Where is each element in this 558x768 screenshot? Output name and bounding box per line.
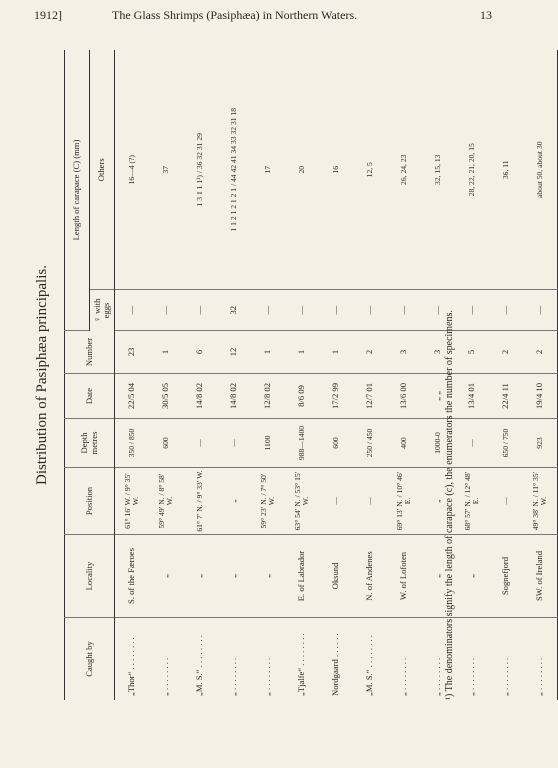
table-row (285, 50, 319, 700)
cell-depth: 988—1400 (285, 419, 319, 468)
table-row (149, 50, 183, 700)
cell-depth: 650 / 750 (489, 419, 523, 468)
header-depth: Depth metres (65, 419, 115, 468)
cell-locality: S. of the Færoes (115, 535, 150, 618)
cell-others: 26, 24, 23 (387, 50, 421, 290)
cell-depth: 923 (523, 419, 558, 468)
cell-position: 61° 16′ W. / 9° 35′ W. (115, 468, 150, 535)
cell-position: „ (421, 468, 455, 535)
table-row (353, 50, 387, 700)
cell-depth: 400 (387, 419, 421, 468)
cell-eggs: — (319, 290, 353, 331)
page-header (34, 8, 492, 32)
cell-caught-by: „M. S.“ . . . . . . . . (364, 635, 375, 696)
cell-caught-by: „ . . . . . . . . (500, 657, 511, 696)
cell-caught-by: „Tjalfe“ . . . . . . . . (296, 633, 307, 696)
cell-position: 68° 57′ N. / 12° 48′ E. (455, 468, 489, 535)
header-with-eggs: ♀ with eggs (90, 290, 115, 331)
cell-locality: „ (149, 535, 183, 618)
table-row (183, 50, 217, 700)
cell-eggs: — (285, 290, 319, 331)
cell-others: 36, 11 (489, 50, 523, 290)
running-title: The Glass Shrimps (Pasiphæa) in Northern Waters. (112, 8, 358, 22)
cell-eggs: — (455, 290, 489, 331)
cell-number: 1 (251, 331, 285, 374)
cell-caught-by: „ . . . . . . . . (534, 657, 545, 696)
cell-caught-by: „Thor“ . . . . . . . . (126, 637, 137, 696)
cell-others: 1 3 1 1 1¹) / 36 32 31 29 (183, 50, 217, 290)
cell-eggs: — (489, 290, 523, 331)
distribution-table (64, 50, 558, 700)
page-year: 1912] (34, 8, 62, 22)
table-row (523, 50, 558, 700)
table-row (387, 50, 421, 700)
cell-caught-by: „ . . . . . . . . (228, 657, 239, 696)
cell-others: 16—4 (?) (115, 50, 150, 290)
cell-others: about 50, about 30 (523, 50, 558, 290)
cell-position: — (319, 468, 353, 535)
cell-depth: — (183, 419, 217, 468)
cell-eggs: — (421, 290, 455, 331)
cell-others: 16 (319, 50, 353, 290)
cell-number: 23 (115, 331, 150, 374)
cell-caught-by: „ . . . . . . . . (262, 657, 273, 696)
cell-eggs: — (353, 290, 387, 331)
cell-caught-by: „ . . . . . . . . (398, 657, 409, 696)
cell-locality: „ (421, 535, 455, 618)
cell-others: 32, 15, 13 (421, 50, 455, 290)
cell-number: 12 (217, 331, 251, 374)
cell-locality: „ (217, 535, 251, 618)
cell-number: 2 (523, 331, 558, 374)
header-position: Position (65, 468, 115, 535)
cell-date: 13/4 01 (455, 374, 489, 419)
table-caption: Distribution of Pasiphæa principalis. (34, 265, 50, 485)
cell-number: 1 (285, 331, 319, 374)
cell-date: 13/6 00 (387, 374, 421, 419)
cell-depth: 1100 (251, 419, 285, 468)
cell-caught-by: „ . . . . . . . . (160, 657, 171, 696)
cell-locality: N. of Andenes (353, 535, 387, 618)
cell-number: 3 (421, 331, 455, 374)
cell-number: 1 (149, 331, 183, 374)
cell-locality: W. of Lofoten (387, 535, 421, 618)
cell-caught-by: „ . . . . . . . . (432, 657, 443, 696)
table-body (115, 50, 558, 700)
cell-date: 30/5 05 (149, 374, 183, 419)
rotated-table-block (34, 50, 548, 700)
cell-eggs: — (251, 290, 285, 331)
cell-eggs: — (183, 290, 217, 331)
cell-locality: Oksund (319, 535, 353, 618)
cell-date: 19/4 10 (523, 374, 558, 419)
cell-others: 12, 5 (353, 50, 387, 290)
cell-depth: — (455, 419, 489, 468)
cell-eggs: — (149, 290, 183, 331)
cell-locality: „ (183, 535, 217, 618)
cell-depth: 1000-0 (421, 419, 455, 468)
header-number: Number (65, 331, 115, 374)
cell-depth: 600 (319, 419, 353, 468)
table-row (455, 50, 489, 700)
cell-date: 8/6 09 (285, 374, 319, 419)
cell-depth: 600 (149, 419, 183, 468)
cell-locality: „ (251, 535, 285, 618)
cell-eggs: — (523, 290, 558, 331)
cell-number: 5 (455, 331, 489, 374)
cell-date: 12/7 01 (353, 374, 387, 419)
cell-date: 22/4 11 (489, 374, 523, 419)
cell-others: 17 (251, 50, 285, 290)
cell-date: „ „ (421, 374, 455, 419)
cell-position: 49° 38′ N. / 11° 35′ W. (523, 468, 558, 535)
cell-locality: „ (455, 535, 489, 618)
page-number: 13 (480, 8, 492, 22)
table-row (251, 50, 285, 700)
cell-position: 61° 7′ N. / 9° 33′ W. (183, 468, 217, 535)
header-locality: Locality (65, 535, 115, 618)
cell-number: 3 (387, 331, 421, 374)
cell-number: 1 (319, 331, 353, 374)
cell-position: — (489, 468, 523, 535)
cell-position: „ (217, 468, 251, 535)
cell-date: 12/8 02 (251, 374, 285, 419)
table-row (489, 50, 523, 700)
cell-position: 69° 13′ N. / 10° 46′ E. (387, 468, 421, 535)
cell-date: 14/8 02 (217, 374, 251, 419)
cell-locality: Sognefjord (489, 535, 523, 618)
cell-number: 2 (353, 331, 387, 374)
cell-date: 17/2 99 (319, 374, 353, 419)
cell-date: 22/5 04 (115, 374, 150, 419)
cell-caught-by: „ . . . . . . . . (466, 657, 477, 696)
header-date: Date (65, 374, 115, 419)
cell-depth: — (217, 419, 251, 468)
header-caught-by: Caught by (65, 618, 115, 701)
cell-position: — (353, 468, 387, 535)
cell-others: 37 (149, 50, 183, 290)
header-others: Others (90, 50, 115, 290)
cell-others: 20 (285, 50, 319, 290)
cell-date: 14/8 02 (183, 374, 217, 419)
cell-others: 28, 22, 21, 20, 15 (455, 50, 489, 290)
cell-eggs: — (115, 290, 150, 331)
cell-position: 59° 49′ N. / 8° 58′ W. (149, 468, 183, 535)
cell-eggs: 32 (217, 290, 251, 331)
header-length-group: Length of carapace (C) (mm) (65, 50, 90, 331)
table-row (319, 50, 353, 700)
cell-caught-by: „M. S.“ . . . . . . . . (194, 635, 205, 696)
cell-depth: 350 / 850 (115, 419, 150, 468)
cell-number: 2 (489, 331, 523, 374)
cell-position: 59° 23′ N. / 7° 50′ W. (251, 468, 285, 535)
cell-number: 6 (183, 331, 217, 374)
cell-position: 63° 54′ N. / 53° 15′ W. (285, 468, 319, 535)
cell-locality: SW. of Ireland (523, 535, 558, 618)
cell-others: 1 1 2 1 2 1 2 1 / 44 42 41 34 33 32 31 18 (217, 50, 251, 290)
cell-caught-by: Nordgaard . . . . . . (330, 633, 341, 696)
cell-locality: E. of Labrador (285, 535, 319, 618)
footnote: ¹) The denominators signify the length of carapace (c), the enumerators the number of specimens. (444, 310, 455, 700)
cell-depth: 250 / 450 (353, 419, 387, 468)
table-row (217, 50, 251, 700)
cell-eggs: — (387, 290, 421, 331)
table-row (115, 50, 150, 700)
